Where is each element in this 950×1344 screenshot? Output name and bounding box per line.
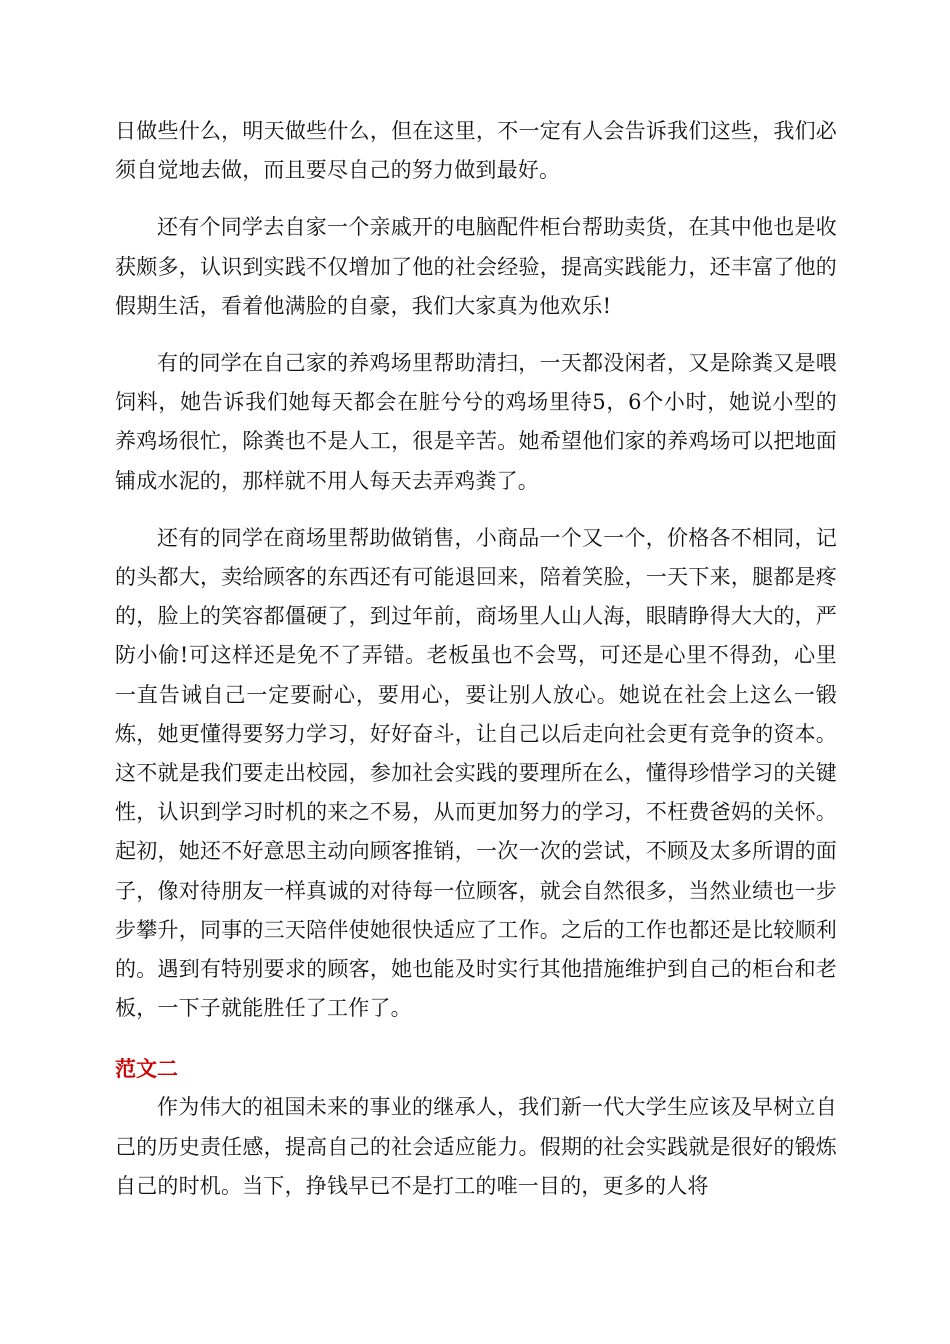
section-heading-wrap [115,1054,837,1084]
paragraph-chicken-farm: 有的同学在自己家的养鸡场里帮助清扫，一天都没闲者，又是除粪又是喂饲料，她告诉我们她每天都会在脏兮兮的鸡场里待5，6个小时，她说小型的养鸡场很忙，除粪也不是人工，很是辛苦。她希望他们家的养鸡场可以把地面铺成水泥的，那样就不用人每天去弄鸡粪了。 [115,351,837,493]
paragraph-continuation: 日做些什么，明天做些什么，但在这里，不一定有人会告诉我们这些，我们必须自觉地去做，而且要尽自己的努力做到最好。 [115,119,837,183]
paragraph-computer-parts: 还有个同学去自家一个亲戚开的电脑配件柜台帮助卖货，在其中他也是收获颇多，认识到实践不仅增加了他的社会经验，提高实践能力，还丰富了他的假期生活，看着他满脸的自豪，我们大家真为他欢乐! [115,215,837,318]
document-page [115,112,837,1206]
section-heading: 范文二 [115,1057,178,1082]
paragraph-mall-sales: 还有的同学在商场里帮助做销售，小商品一个又一个，价格各不相同，记的头都大，卖给顾客的东西还有可能退回来，陪着笑脸，一天下来，腿都是疼的，脸上的笑容都僵硬了，到过年前，商场里人山人海，眼睛睁得大大的，严防小偷!可这样还是免不了弄错。老板虽也不会骂，可还是心里不得劲，心里一直告诫自己一定要耐心，要用心，要让别人放心。她说在社会上这么一锻炼，她更懂得要努力学习，好好奋斗，让自己以后走向社会更有竞争的资本。这不就是我们要走出校园，参加社会实践的要理所在么，懂得珍惜学习的关键性，认识到学习时机的来之不易，从而更加努力的学习，不枉费爸妈的关怀。起初，她还不好意思主动向顾客推销，一次一次的尝试，不顾及太多所谓的面子，像对待朋友一样真诚的对待每一位顾客，就会自然很多，当然业绩也一步步攀升，同事的三天陪伴使她很快适应了工作。之后的工作也都还是比较顺利的。遇到有特别要求的顾客，她也能及时实行其他措施维护到自己的柜台和老板，一下子就能胜任了工作了。 [115,525,837,1021]
paragraph-section2-intro: 作为伟大的祖国未来的事业的继承人，我们新一代大学生应该及早树立自己的历史责任感，提高自己的社会适应能力。假期的社会实践就是很好的锻炼自己的时机。当下，挣钱早已不是打工的唯一目的，更多的人将 [115,1095,837,1198]
